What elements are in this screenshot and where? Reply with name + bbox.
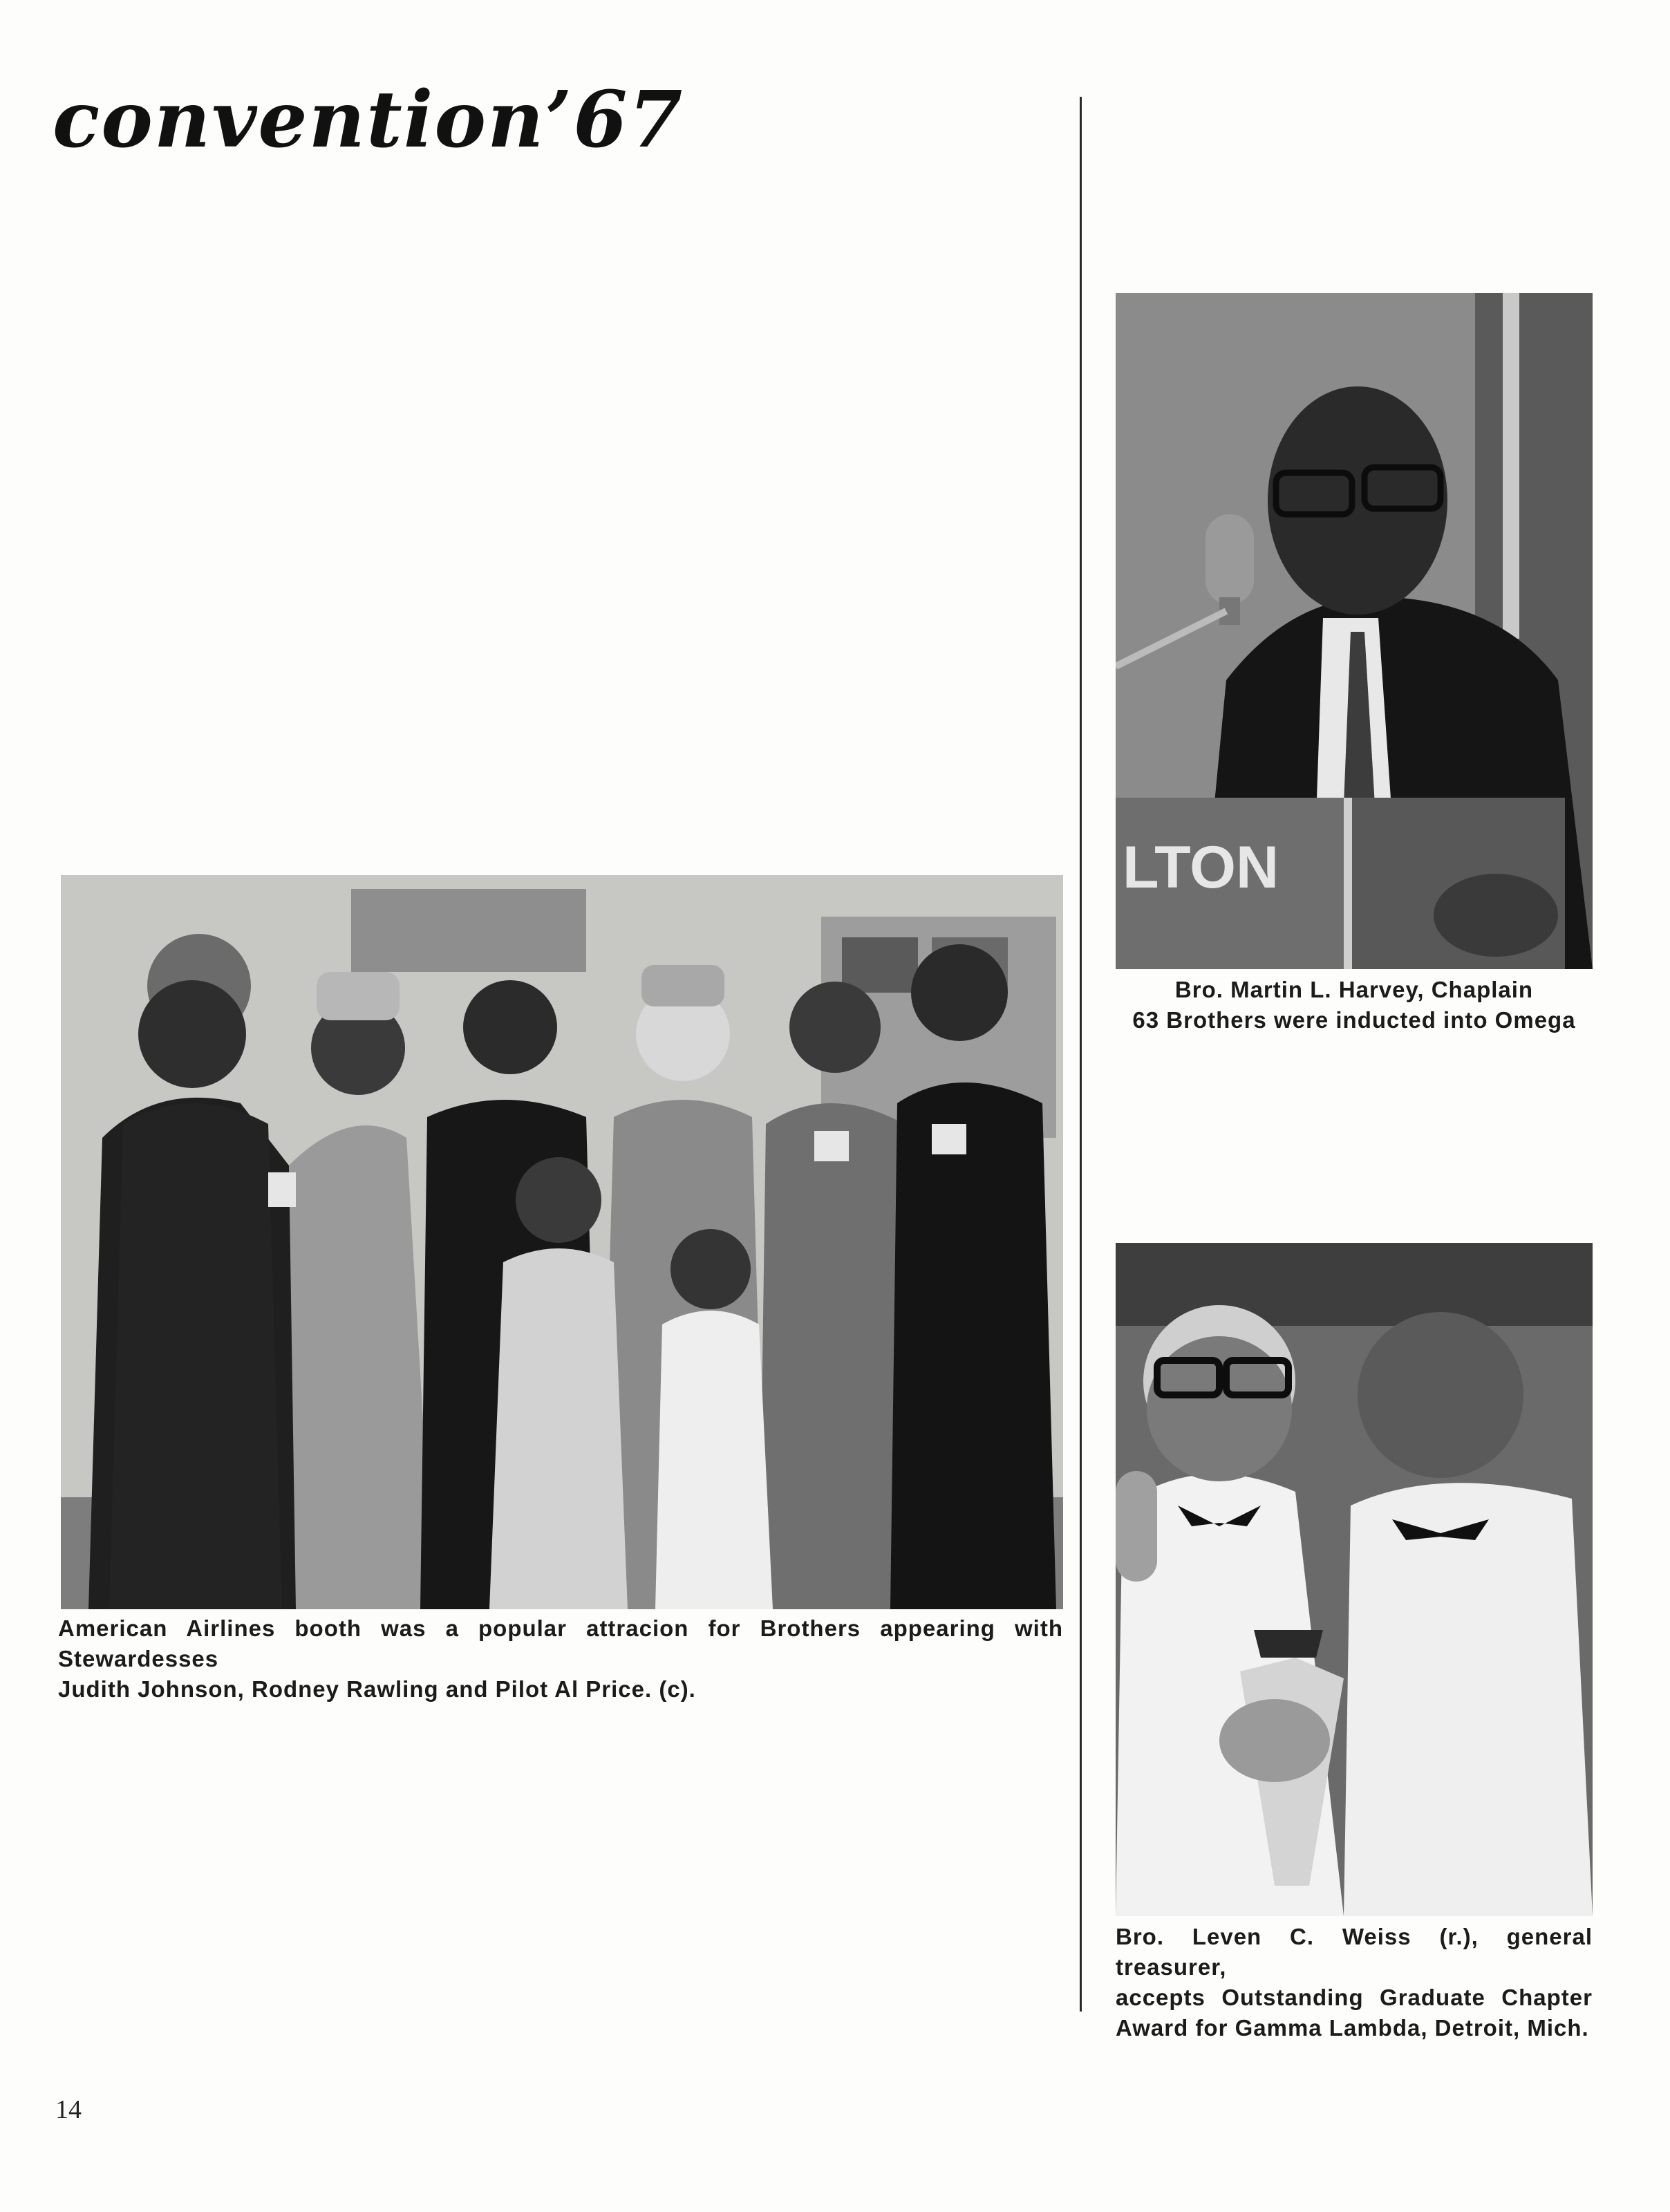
award-photo-art	[1116, 1243, 1593, 1916]
award-caption-line-3: Award for Gamma Lambda, Detroit, Mich.	[1116, 2015, 1589, 2041]
booth-caption-line-2: Judith Johnson, Rodney Rawling and Pilot Al Price. (c).	[58, 1676, 696, 1702]
column-divider	[1080, 97, 1082, 2012]
booth-caption	[58, 1613, 1063, 1705]
award-caption-line-2: accepts Outstanding Graduate Chapter	[1116, 1985, 1593, 2010]
chaplain-caption-line-1: Bro. Martin L. Harvey, Chaplain	[1174, 977, 1534, 1002]
page-title: convention’67	[53, 75, 684, 165]
award-caption	[1116, 1922, 1593, 2043]
chaplain-caption-line-2: 63 Brothers were inducted into Omega	[1132, 1007, 1576, 1033]
chaplain-caption	[1116, 975, 1593, 1035]
chaplain-at-podium-photo	[1116, 293, 1593, 969]
booth-photo-art	[61, 875, 1063, 1609]
award-presentation-photo	[1116, 1243, 1593, 1916]
podium-lettering: LTON	[1123, 834, 1279, 901]
booth-caption-line-1: American Airlines booth was a popular attracion for Brothers appearing with Stewardesses	[58, 1615, 1063, 1671]
chaplain-photo-art	[1116, 293, 1593, 969]
page-number: 14	[55, 2095, 82, 2124]
airlines-booth-group-photo	[61, 875, 1063, 1609]
award-caption-line-1: Bro. Leven C. Weiss (r.), general treasurer,	[1116, 1924, 1593, 1980]
